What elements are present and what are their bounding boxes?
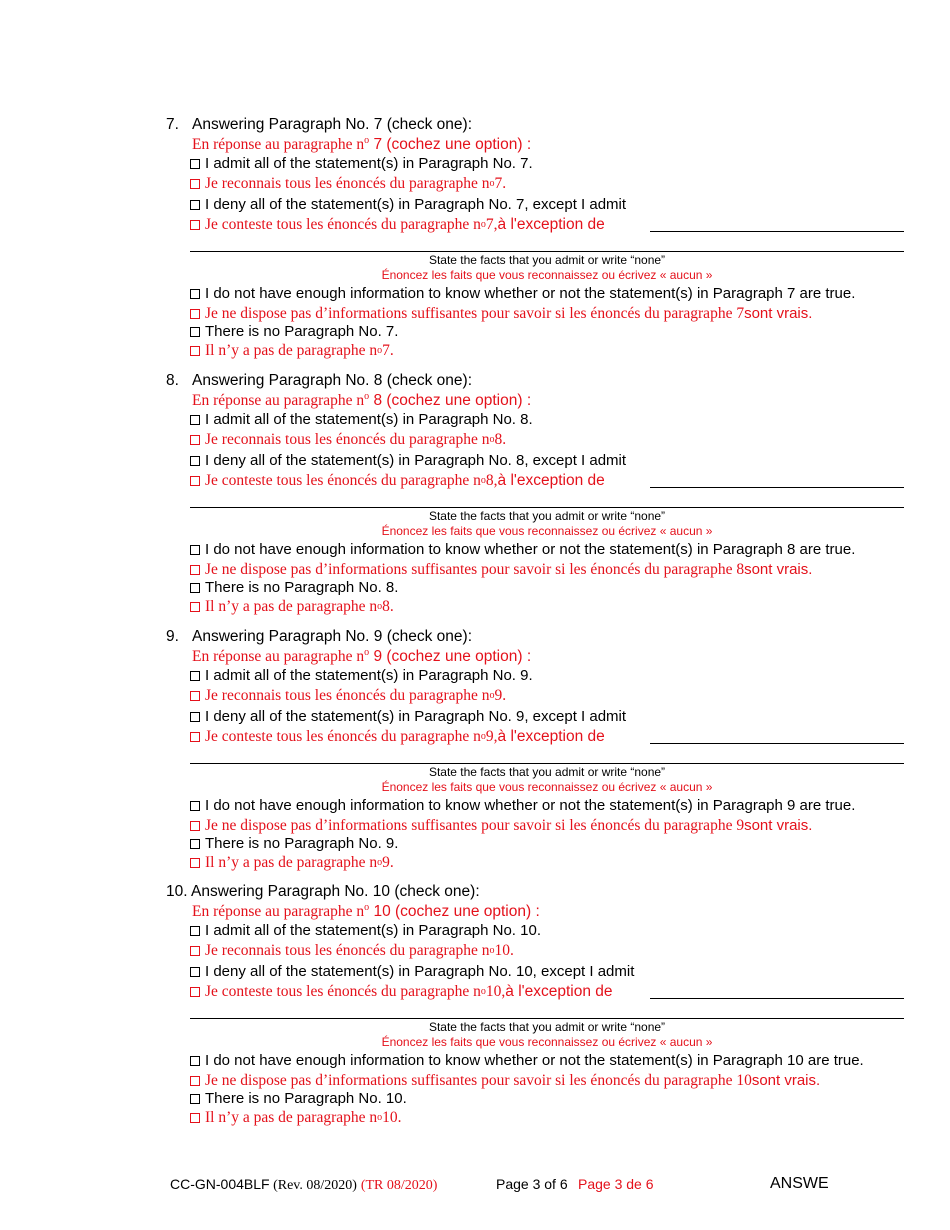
state-facts-caption: State the facts that you admit or write “none” xyxy=(428,1020,666,1034)
no-info-label: I do not have enough information to know whether or not the statement(s) in Paragraph 9 are true. xyxy=(205,797,856,814)
no-info-checkbox-fr[interactable] xyxy=(190,565,200,575)
question-en: Answering Paragraph No. 9 (check one): xyxy=(192,628,473,645)
except-admit-field[interactable] xyxy=(650,231,904,232)
state-facts-caption-fr: Énoncez les faits que vous reconnaissez ou écrivez « aucun » xyxy=(381,524,713,538)
admit-checkbox[interactable] xyxy=(190,671,200,681)
state-facts-caption: State the facts that you admit or write “none” xyxy=(428,253,666,267)
deny-checkbox[interactable] xyxy=(190,712,200,722)
deny-all-option[interactable] xyxy=(190,964,634,979)
page-number: Page 3 of 6 xyxy=(496,1176,568,1192)
no-paragraph-label: There is no Paragraph No. 10. xyxy=(205,1090,407,1107)
no-info-checkbox[interactable] xyxy=(190,1056,200,1066)
no-info-option-fr[interactable]: Je ne dispose pas d’informations suffisantes pour savoir si les énoncés du paragraphe 9 sont vrais. xyxy=(190,818,812,834)
no-paragraph-checkbox-fr[interactable] xyxy=(190,1113,200,1123)
no-info-label: I do not have enough information to know whether or not the statement(s) in Paragraph 8 are true. xyxy=(205,541,856,558)
no-paragraph-checkbox-fr[interactable] xyxy=(190,858,200,868)
question-fr: En réponse au paragraphe $n^o$ 7 (cochez une option) : xyxy=(192,135,532,154)
no-paragraph-checkbox[interactable] xyxy=(190,583,200,593)
admit-all-option[interactable] xyxy=(190,668,533,683)
question-fr: En réponse au paragraphe $n^o$ 9 (cochez une option) : xyxy=(192,647,532,666)
deny-all-option-fr[interactable]: Je conteste tous les énoncés du paragraphe n o 10, à l'exception de xyxy=(190,984,613,1000)
question-fr: En réponse au paragraphe $n^o$ 10 (cochez une option) : xyxy=(192,902,540,921)
admit-checkbox-fr[interactable] xyxy=(190,691,200,701)
admit-label: I admit all of the statement(s) in Paragraph No. 9. xyxy=(205,667,533,684)
no-paragraph-checkbox-fr[interactable] xyxy=(190,602,200,612)
no-info-option[interactable] xyxy=(190,1053,864,1068)
section-number: 9. xyxy=(166,628,179,645)
no-paragraph-checkbox[interactable] xyxy=(190,839,200,849)
no-paragraph-option-fr[interactable]: Il n’y a pas de paragraphe n o 10. xyxy=(190,1110,402,1126)
deny-all-option[interactable] xyxy=(190,453,626,468)
no-paragraph-option-fr[interactable]: Il n’y a pas de paragraphe n o 9. xyxy=(190,855,394,871)
admit-all-option[interactable] xyxy=(190,923,541,938)
admitted-facts-field[interactable] xyxy=(190,1018,904,1019)
admit-checkbox[interactable] xyxy=(190,159,200,169)
no-info-checkbox-fr[interactable] xyxy=(190,309,200,319)
no-info-checkbox-fr[interactable] xyxy=(190,1076,200,1086)
no-paragraph-option[interactable] xyxy=(190,580,398,595)
deny-label: I deny all of the statement(s) in Paragraph No. 9, except I admit xyxy=(205,708,627,725)
no-paragraph-option[interactable] xyxy=(190,324,398,339)
deny-checkbox-fr[interactable] xyxy=(190,987,200,997)
no-info-checkbox-fr[interactable] xyxy=(190,821,200,831)
deny-all-option-fr[interactable]: Je conteste tous les énoncés du paragraphe n o 8, à l'exception de xyxy=(190,473,605,489)
no-paragraph-checkbox[interactable] xyxy=(190,1094,200,1104)
except-admit-field[interactable] xyxy=(650,743,904,744)
except-admit-field[interactable] xyxy=(650,998,904,999)
deny-all-option[interactable] xyxy=(190,709,626,724)
admit-all-option-fr[interactable]: Je reconnais tous les énoncés du paragraphe n o 10. xyxy=(190,943,514,959)
state-facts-caption-fr: Énoncez les faits que vous reconnaissez ou écrivez « aucun » xyxy=(381,268,713,282)
deny-all-option-fr[interactable]: Je conteste tous les énoncés du paragraphe n o 7, à l'exception de xyxy=(190,217,605,233)
admit-checkbox[interactable] xyxy=(190,415,200,425)
no-info-option-fr[interactable]: Je ne dispose pas d’informations suffisantes pour savoir si les énoncés du paragraphe 10 sont vrais. xyxy=(190,1073,820,1089)
no-info-option[interactable] xyxy=(190,798,855,813)
deny-checkbox[interactable] xyxy=(190,967,200,977)
no-info-option[interactable] xyxy=(190,286,855,301)
form-title-fragment: ANSWE xyxy=(770,1175,829,1192)
no-info-option-fr[interactable]: Je ne dispose pas d’informations suffisantes pour savoir si les énoncés du paragraphe 7 sont vrais. xyxy=(190,306,812,322)
no-paragraph-option-fr[interactable]: Il n’y a pas de paragraphe n o 8. xyxy=(190,599,394,615)
admit-all-option-fr[interactable]: Je reconnais tous les énoncés du paragraphe n o 8. xyxy=(190,432,506,448)
state-facts-caption: State the facts that you admit or write “none” xyxy=(428,509,666,523)
admit-all-option-fr[interactable]: Je reconnais tous les énoncés du paragraphe n o 7. xyxy=(190,176,506,192)
deny-checkbox-fr[interactable] xyxy=(190,476,200,486)
no-info-checkbox[interactable] xyxy=(190,289,200,299)
deny-label: I deny all of the statement(s) in Paragraph No. 7, except I admit xyxy=(205,196,627,213)
form-code: CC-GN-004BLF (Rev. 08/2020) (TR 08/2020) xyxy=(170,1176,438,1193)
state-facts-caption: State the facts that you admit or write “none” xyxy=(428,765,666,779)
no-info-option[interactable] xyxy=(190,542,855,557)
no-paragraph-checkbox-fr[interactable] xyxy=(190,346,200,356)
deny-all-option-fr[interactable]: Je conteste tous les énoncés du paragraphe n o 9, à l'exception de xyxy=(190,729,605,745)
section-number: 8. xyxy=(166,372,179,389)
no-paragraph-label: There is no Paragraph No. 8. xyxy=(205,579,399,596)
except-admit-field[interactable] xyxy=(650,487,904,488)
page-number-fr: Page 3 de 6 xyxy=(578,1176,654,1192)
admitted-facts-field[interactable] xyxy=(190,763,904,764)
no-paragraph-checkbox[interactable] xyxy=(190,327,200,337)
admit-checkbox-fr[interactable] xyxy=(190,435,200,445)
deny-checkbox[interactable] xyxy=(190,456,200,466)
admit-label: I admit all of the statement(s) in Paragraph No. 7. xyxy=(205,155,533,172)
admit-checkbox[interactable] xyxy=(190,926,200,936)
admitted-facts-field[interactable] xyxy=(190,251,904,252)
question-en: Answering Paragraph No. 7 (check one): xyxy=(192,116,473,133)
admit-all-option[interactable] xyxy=(190,156,533,171)
question-fr: En réponse au paragraphe $n^o$ 8 (cochez une option) : xyxy=(192,391,532,410)
admit-label: I admit all of the statement(s) in Paragraph No. 8. xyxy=(205,411,533,428)
no-paragraph-option[interactable] xyxy=(190,836,398,851)
deny-label: I deny all of the statement(s) in Paragraph No. 10, except I admit xyxy=(205,963,635,980)
question-en: Answering Paragraph No. 8 (check one): xyxy=(192,372,473,389)
section-number: 7. xyxy=(166,116,179,133)
no-info-checkbox[interactable] xyxy=(190,801,200,811)
admit-all-option-fr[interactable]: Je reconnais tous les énoncés du paragraphe n o 9. xyxy=(190,688,506,704)
state-facts-caption-fr: Énoncez les faits que vous reconnaissez ou écrivez « aucun » xyxy=(381,780,713,794)
deny-checkbox[interactable] xyxy=(190,200,200,210)
admit-label: I admit all of the statement(s) in Paragraph No. 10. xyxy=(205,922,541,939)
question-en: Answering Paragraph No. 10 (check one): xyxy=(191,883,480,900)
no-info-label: I do not have enough information to know whether or not the statement(s) in Paragraph 7 are true. xyxy=(205,285,856,302)
admit-checkbox-fr[interactable] xyxy=(190,946,200,956)
no-paragraph-label: There is no Paragraph No. 7. xyxy=(205,323,399,340)
no-paragraph-option[interactable] xyxy=(190,1091,407,1106)
no-paragraph-option-fr[interactable]: Il n’y a pas de paragraphe n o 7. xyxy=(190,343,394,359)
deny-label: I deny all of the statement(s) in Paragraph No. 8, except I admit xyxy=(205,452,627,469)
deny-checkbox-fr[interactable] xyxy=(190,732,200,742)
no-info-label: I do not have enough information to know whether or not the statement(s) in Paragraph 10 are true. xyxy=(205,1052,864,1069)
no-paragraph-label: There is no Paragraph No. 9. xyxy=(205,835,399,852)
admit-checkbox-fr[interactable] xyxy=(190,179,200,189)
state-facts-caption-fr: Énoncez les faits que vous reconnaissez ou écrivez « aucun » xyxy=(381,1035,713,1049)
deny-checkbox-fr[interactable] xyxy=(190,220,200,230)
deny-all-option[interactable] xyxy=(190,197,626,212)
no-info-option-fr[interactable]: Je ne dispose pas d’informations suffisantes pour savoir si les énoncés du paragraphe 8 sont vrais. xyxy=(190,562,812,578)
no-info-checkbox[interactable] xyxy=(190,545,200,555)
admit-all-option[interactable] xyxy=(190,412,533,427)
section-number: 10. xyxy=(166,883,188,900)
admitted-facts-field[interactable] xyxy=(190,507,904,508)
